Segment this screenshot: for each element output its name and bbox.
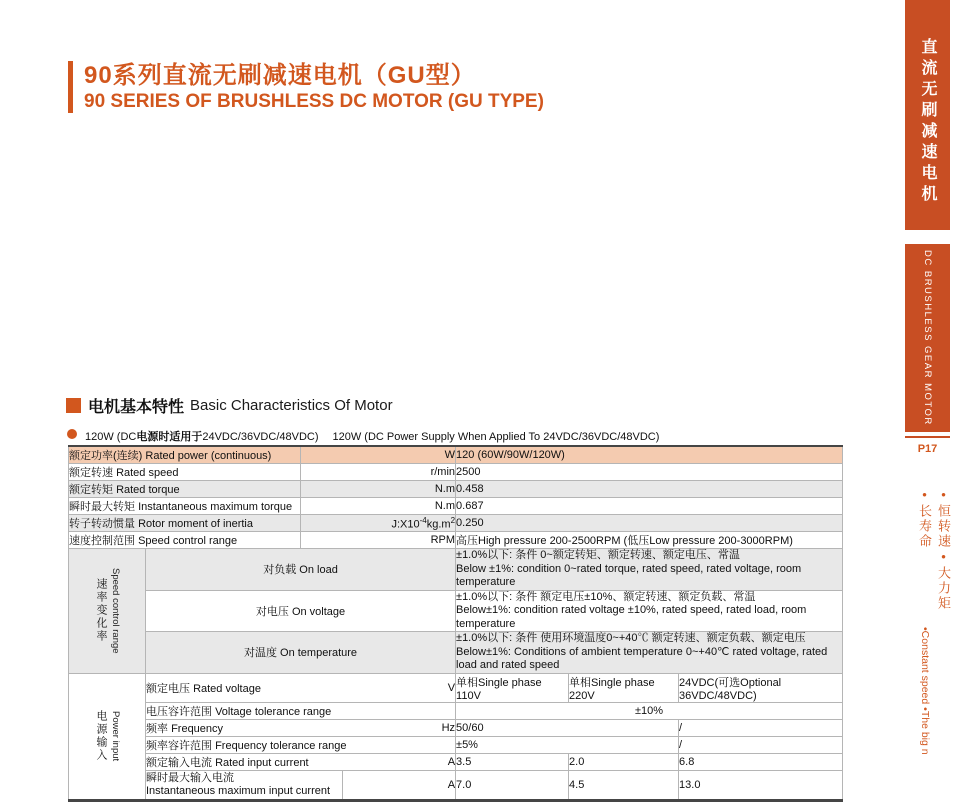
cell-label: 额定转速 Rated speed [69, 464, 301, 481]
cell-value: 4.5 [569, 770, 679, 800]
table-row [69, 673, 843, 702]
cell-unit: W [301, 446, 456, 464]
cell-value: ±1.0%以下: 条件 0~额定转矩、额定转速、额定电压、常温 Below ±1%: condition 0~rated torque, rated speed, rated voltage, room temperature [456, 549, 843, 591]
power-note-text: 120W (DC电源时适用于24VDC/36VDC/48VDC) 120W (DC Power Supply When Applied To 24VDC/36VDC/48VDC) [85, 431, 660, 443]
cell-value: 6.8 [679, 753, 843, 770]
section-title-en: Basic Characteristics Of Motor [190, 397, 393, 414]
cell-value: ±10% [456, 702, 843, 719]
cell-label: 额定转矩 Rated torque [69, 481, 301, 498]
table-row [69, 736, 843, 753]
table-row [69, 719, 843, 736]
cell-unit: N.m [301, 498, 456, 515]
cell-value: 2500 [456, 464, 843, 481]
cell-unit: N.m [301, 481, 456, 498]
sidebar-divider [905, 436, 950, 438]
cell-sublabel: 对电压 On voltage [146, 590, 456, 632]
cell-unit: RPM [301, 532, 456, 549]
cell-value: ±5% [456, 736, 679, 753]
page-title-block [68, 61, 544, 113]
cell-label: 频率 Frequency Hz [146, 719, 456, 736]
sidebar-category-label-en: DC BRUSHLESS GEAR MOTOR [922, 250, 933, 426]
cell-label: 额定电压 Rated voltage V [146, 673, 456, 702]
table-row [69, 498, 843, 515]
cell-value: 单相Single phase 110V [456, 673, 569, 702]
table-row [69, 446, 843, 464]
cell-label: 额定输入电流 Rated input current A [146, 753, 456, 770]
section-header [66, 394, 393, 417]
table-row [69, 770, 843, 800]
cell-value: ±1.0%以下: 条件 额定电压±10%、额定转速、额定负载、常温 Below±1%: condition rated voltage ±10%, rated speed, rated load, room temperature [456, 590, 843, 632]
sidebar-slogan-zh: •恒转速•大力矩•长寿命 [917, 487, 951, 611]
table-row [69, 532, 843, 549]
cell-value: 0.687 [456, 498, 843, 515]
sidebar-tab-category-zh [905, 0, 950, 230]
page-title-en: 90 SERIES OF BRUSHLESS DC MOTOR (GU TYPE) [84, 91, 544, 112]
cell-unit: $J:X10^{-4}kg.m^2$ [301, 515, 456, 532]
cell-label: 额定功率(连续) Rated power (continuous) [69, 446, 301, 464]
table-row [69, 590, 843, 632]
cell-value: 高压High pressure 200-2500RPM (低压Low pressure 200-3000RPM) [456, 532, 843, 549]
group-cell-speed-control: 速率变化率 Speed control range [69, 549, 146, 674]
sidebar-category-label-zh: 直流无刷减速电机 [919, 38, 936, 206]
cell-value: 3.5 [456, 753, 569, 770]
table-row [69, 464, 843, 481]
cell-label: 速度控制范围 Speed control range [69, 532, 301, 549]
section-title-zh: 电机基本特性 [88, 399, 185, 416]
characteristics-table [68, 445, 843, 802]
cell-value: 0.458 [456, 481, 843, 498]
table-row [69, 753, 843, 770]
table-row [69, 515, 843, 532]
cell-unit: A [343, 770, 456, 800]
power-note [67, 428, 659, 444]
cell-value: ±1.0%以下: 条件 使用环境温度0~+40℃ 额定转速、额定负载、额定电压 Below±1%: Conditions of ambient temperature 0~+40℃ rated voltage, rated load and rated speed [456, 632, 843, 674]
section-marker-square-icon [66, 398, 81, 413]
page-title-zh: 90系列直流无刷减速电机（GU型） [84, 62, 476, 89]
cell-unit: r/min [301, 464, 456, 481]
cell-label: 电压容许范围 Voltage tolerance range [146, 702, 456, 719]
table-row [69, 702, 843, 719]
cell-sublabel: 对负载 On load [146, 549, 456, 591]
table-row [69, 549, 843, 591]
cell-value: / [679, 719, 843, 736]
cell-label: 瞬时最大转矩 Instantaneous maximum torque [69, 498, 301, 515]
cell-label: 转子转动惯量 Rotor moment of inertia [69, 515, 301, 532]
table-row [69, 481, 843, 498]
cell-value: 2.0 [569, 753, 679, 770]
cell-value: 单相Single phase 220V [569, 673, 679, 702]
sidebar-tab-category-en [905, 244, 950, 432]
cell-value: / [679, 736, 843, 753]
cell-value: 13.0 [679, 770, 843, 800]
cell-value: 7.0 [456, 770, 569, 800]
page-number: P17 [917, 443, 938, 455]
table-row [69, 632, 843, 674]
bullet-dot-icon [67, 429, 77, 439]
cell-value: 50/60 [456, 719, 679, 736]
cell-value: 0.250 [456, 515, 843, 532]
sidebar-slogan-en: •Constant speed •The big n [919, 627, 931, 755]
cell-value: 24VDC(可选Optional 36VDC/48VDC) [679, 673, 843, 702]
cell-label: 瞬时最大输入电流 Instantaneous maximum input current [146, 770, 343, 800]
cell-value: 120 (60W/90W/120W) [456, 446, 843, 464]
cell-sublabel: 对温度 On temperature [146, 632, 456, 674]
group-cell-power-input: 电源输入 Power input [69, 673, 146, 800]
cell-label: 频率容许范围 Frequency tolerance range [146, 736, 456, 753]
